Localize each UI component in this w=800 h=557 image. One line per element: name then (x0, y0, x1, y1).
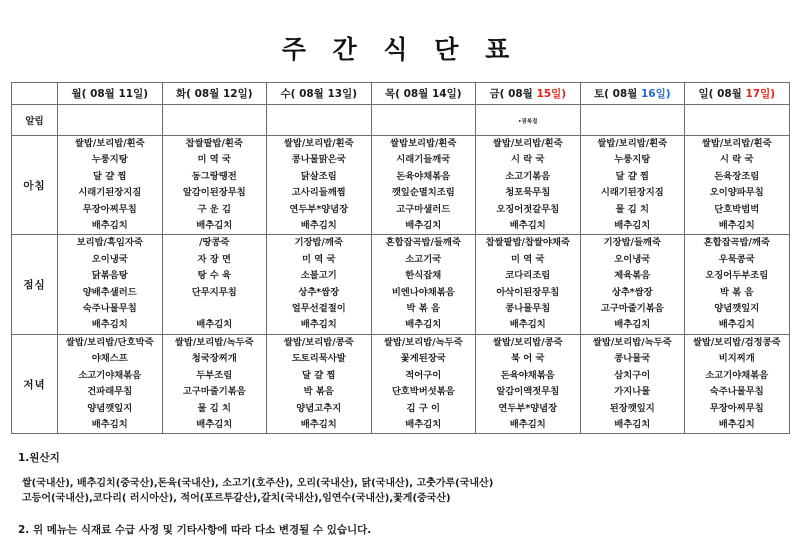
day-weekday: 목 (384, 88, 396, 100)
meal-cell-breakfast-mon (58, 136, 163, 235)
dish-item: 시래기된장지짐 (78, 187, 142, 199)
dish-item: 건파래무침 (87, 386, 133, 398)
dish-item: 무장아찌무침 (709, 402, 764, 414)
day-number: 11일) (118, 88, 149, 100)
dish-item: 소고기야채볶음 (78, 369, 142, 381)
dish-item: 우묵콩국 (718, 253, 755, 265)
table-header-row (12, 83, 790, 105)
day-number: 17일) (745, 88, 776, 100)
dish-item: 제육볶음 (614, 270, 651, 282)
dish-item: 오징어젓갈무침 (496, 203, 560, 215)
change-notice: 2. 위 메뉴는 식재료 수급 사정 및 기타사항에 따라 다소 변경될 수 있습니다. (18, 524, 372, 537)
dish-item: 시 락 국 (511, 154, 545, 166)
dish-list (372, 235, 476, 333)
day-header-sat (580, 83, 685, 105)
dish-item: 두부조림 (196, 369, 233, 381)
meal-cell-dinner-tue (162, 334, 267, 433)
dish-item: 고구마줄기볶음 (600, 303, 664, 315)
dish-item: 보리밥/흑임자죽 (76, 237, 143, 249)
dish-item: 배추김치 (300, 319, 337, 331)
dish-item: 소고기볶음 (505, 170, 551, 182)
dish-item: 물 김 치 (615, 203, 649, 215)
dish-item: 고구마줄기볶음 (182, 386, 246, 398)
row-label-dinner: 저녁 (12, 334, 58, 433)
dish-item: 북 어 국 (511, 353, 545, 365)
dish-item: 배추김치 (718, 418, 755, 430)
meal-cell-dinner-sun (685, 334, 790, 433)
dish-item: 소불고기 (300, 270, 337, 282)
dish-item: 기장밥/깨죽 (294, 237, 343, 249)
dish-item: 단호박버섯볶음 (391, 386, 455, 398)
dish-item: 한식잡채 (405, 270, 442, 282)
day-header-tue (162, 83, 267, 105)
dish-item: 배추김치 (614, 418, 651, 430)
notice-text: •광복절 (518, 118, 538, 125)
dish-item: 숙주나물무침 (709, 386, 764, 398)
day-open: ( 08월 (395, 88, 429, 100)
meal-cell-lunch-wed (267, 235, 372, 334)
dish-item: 콩나물무침 (505, 303, 551, 315)
dish-item: 비엔나야채볶음 (391, 286, 455, 298)
dish-item: 상추*쌈장 (298, 286, 340, 298)
dish-item: 배추김치 (91, 418, 128, 430)
row-label-breakfast: 아침 (12, 136, 58, 235)
dish-item (163, 301, 267, 317)
dish-item: 구 운 김 (197, 203, 231, 215)
dish-item: 배추김치 (300, 418, 337, 430)
notice-cell-mon (58, 105, 163, 136)
dish-item: 양념깻잎지 (714, 303, 760, 315)
table-corner-cell (12, 83, 58, 105)
origin-note-heading: 1.원산지 (18, 452, 60, 465)
dish-item: 배추김치 (405, 220, 442, 232)
dish-item: 배추김치 (509, 418, 546, 430)
dish-item: 삼치구이 (614, 369, 651, 381)
meal-cell-breakfast-tue (162, 136, 267, 235)
dish-item: 배추김치 (196, 220, 233, 232)
dish-item: 쌀밥/보리밥/흰죽 (597, 138, 668, 149)
day-open: ( 08월 (604, 88, 638, 100)
notice-cell-thu (371, 105, 476, 136)
dish-item: 무장아찌무침 (82, 203, 137, 215)
dish-item: 배추김치 (91, 319, 128, 331)
notice-cell-fri (476, 105, 581, 136)
dish-list (685, 335, 789, 433)
dish-item: 쌀밥보리밥/흰죽 (390, 138, 457, 149)
dish-item: 양념깻잎지 (87, 402, 133, 414)
dish-item: 혼합잡곡밥/들깨죽 (385, 237, 461, 249)
dish-item: 양념고추지 (296, 402, 342, 414)
dish-item: 배추김치 (718, 319, 755, 331)
day-header-sun (685, 83, 790, 105)
dish-item: 닭살조림 (300, 170, 337, 182)
dish-item: 콩나물맑은국 (291, 154, 346, 166)
dish-item: 김 구 이 (406, 402, 440, 414)
page-title: 주 간 식 단 표 (281, 35, 519, 64)
dish-item: 기장밥/들깨죽 (603, 237, 661, 249)
dish-list (476, 235, 580, 333)
dish-item: 고사리들깨찜 (291, 187, 346, 199)
meal-cell-breakfast-sun (685, 136, 790, 235)
dish-item: 알감이된장무침 (182, 187, 246, 199)
dish-item: 콩나물국 (614, 353, 651, 365)
meal-cell-lunch-fri (476, 235, 581, 334)
dish-item: 오이양파무침 (709, 187, 764, 199)
dish-item: 쌀밥/보리밥/녹두죽 (174, 336, 254, 348)
dish-item: 미 역 국 (197, 154, 231, 166)
day-open: ( 08월 (81, 88, 115, 100)
dish-item: 박 볶 음 (406, 303, 440, 315)
meal-cell-breakfast-thu (371, 136, 476, 235)
dish-item: 쌀밥/보리밥/흰죽 (492, 138, 563, 149)
day-weekday: 수 (280, 88, 291, 100)
dish-item: 단호박범벅 (714, 203, 760, 215)
meal-cell-breakfast-fri (476, 136, 581, 235)
day-open: ( 08월 (290, 88, 324, 100)
day-weekday: 월 (71, 88, 82, 100)
dish-item: 미 역 국 (511, 253, 545, 265)
day-weekday: 일 (698, 88, 709, 100)
dish-item: 배추김치 (196, 319, 233, 331)
dish-item: 도토리묵사발 (291, 353, 346, 365)
dish-list (267, 235, 371, 333)
dish-item: 시 락 국 (720, 154, 754, 166)
dish-item: 찹쌀팥밥/찹쌀야채죽 (485, 237, 570, 249)
dish-item: 혼합잡곡밥/깨죽 (703, 237, 770, 249)
dish-item: /땅콩죽 (199, 237, 230, 249)
dish-item: 비지찌개 (718, 353, 755, 365)
meal-cell-dinner-fri (476, 334, 581, 433)
dish-list (685, 136, 789, 234)
dish-item: 단무지무침 (191, 286, 237, 298)
weekly-menu-table (11, 82, 790, 434)
dish-item: 소고기야채볶음 (705, 369, 769, 381)
dish-item: 누룽지탕 (614, 154, 651, 166)
meal-cell-lunch-sat (580, 235, 685, 334)
dish-item: 알감이액젓무침 (496, 386, 560, 398)
dish-item: 양배추샐러드 (82, 286, 137, 298)
dish-list (58, 136, 162, 234)
day-open: ( 08월 (708, 88, 742, 100)
meal-cell-dinner-wed (267, 334, 372, 433)
dish-item: 배추김치 (196, 418, 233, 430)
dish-list (267, 136, 371, 234)
dish-item: 돈육장조림 (714, 170, 760, 182)
dish-item: 청포묵무침 (505, 187, 551, 199)
dish-item: 쌀밥/보리밥/단호박죽 (65, 336, 154, 348)
dish-item: 연두부*양념장 (498, 402, 558, 414)
day-open: ( 08월 (499, 88, 533, 100)
dish-item: 오이냉국 (614, 253, 651, 265)
dish-item: 오이냉국 (91, 253, 128, 265)
dish-list (163, 335, 267, 433)
dish-item: 된장깻잎지 (609, 402, 655, 414)
origin-line-2: 고등어(국내산),코다리( 러시아산), 적어(포르투갈산),갈치(국내산),임연수(국내산),꽃게(중국산) (22, 493, 451, 505)
dish-item: 돈육야채볶음 (396, 170, 451, 182)
dish-item: 오징어두부조림 (705, 270, 769, 282)
dish-list (58, 335, 162, 433)
dish-list (476, 136, 580, 234)
dish-item: 배추김치 (405, 418, 442, 430)
dish-item: 얼무선겉절이 (291, 303, 346, 315)
dish-item: 물 김 치 (197, 402, 231, 414)
dish-item: 가지나물 (614, 386, 651, 398)
notice-cell-sat (580, 105, 685, 136)
dish-item: 연두부*양념장 (289, 203, 349, 215)
dish-item: 닭볶음탕 (91, 270, 128, 282)
dish-item: 쌀밥/보리밥/검정콩죽 (692, 336, 781, 348)
dish-item: 코다리조림 (505, 270, 551, 282)
meal-cell-lunch-thu (371, 235, 476, 334)
dish-item: 야채스프 (91, 353, 128, 365)
day-header-fri (476, 83, 581, 105)
dish-item: 달 걀 찜 (302, 369, 336, 381)
dish-list (372, 136, 476, 234)
meal-cell-lunch-mon (58, 235, 163, 334)
dish-item: 시래기된장지짐 (600, 187, 664, 199)
dish-list (163, 235, 267, 333)
day-open: ( 08월 (186, 88, 220, 100)
row-label-notice: 알림 (12, 105, 58, 136)
day-header-mon (58, 83, 163, 105)
row-label-lunch: 점심 (12, 235, 58, 334)
day-weekday: 금 (489, 88, 500, 100)
dish-item: 아삭이된장무침 (496, 286, 560, 298)
dish-item: 배추김치 (614, 220, 651, 232)
day-number: 12일) (222, 88, 253, 100)
meal-cell-lunch-tue (162, 235, 267, 334)
dish-item: 돈육야채볶음 (500, 369, 555, 381)
dish-list (581, 235, 685, 333)
dish-item: 적어구이 (405, 369, 442, 381)
dish-item: 누룽지탕 (91, 154, 128, 166)
dish-list (476, 335, 580, 433)
day-number: 13일) (327, 88, 358, 100)
day-number: 15일) (536, 88, 567, 100)
dish-item: 자 장 면 (197, 253, 231, 265)
dish-item: 찹쌀팥밥/흰죽 (185, 138, 243, 149)
dish-item: 쌀밥/보리밥/콩죽 (492, 336, 563, 348)
dish-item: 배추김치 (718, 220, 755, 232)
dish-item: 박 볶 음 (720, 286, 754, 298)
dish-item: 배추김치 (614, 319, 651, 331)
footer-notes (0, 434, 800, 537)
dish-item: 쌀밥/보리밥/흰죽 (283, 138, 354, 149)
dish-list (581, 136, 685, 234)
dish-list (163, 136, 267, 234)
dish-item: 쌀밥/보리밥/흰죽 (74, 138, 145, 149)
dish-list (685, 235, 789, 333)
meal-cell-breakfast-wed (267, 136, 372, 235)
dish-list (581, 335, 685, 433)
dish-item: 쌀밥/보리밥/녹두죽 (383, 336, 463, 348)
dinner-row (12, 334, 790, 433)
day-number: 14일) (431, 88, 462, 100)
dish-item: 고구마샐러드 (396, 203, 451, 215)
meal-cell-dinner-sat (580, 334, 685, 433)
day-weekday: 화 (175, 88, 187, 100)
notice-cell-wed (267, 105, 372, 136)
dish-list (58, 235, 162, 333)
day-header-thu (371, 83, 476, 105)
origin-line-1: 쌀(국내산), 배추김치(중국산),돈육(국내산), 소고기(호주산), 오리(국내산), 닭(국내산), 고춧가루(국내산) (22, 478, 494, 490)
dish-list (267, 335, 371, 433)
menu-table-container (0, 82, 800, 434)
dish-list (372, 335, 476, 433)
notice-cell-sun (685, 105, 790, 136)
dish-item: 시래기들깨국 (396, 154, 451, 166)
day-number: 16일) (640, 88, 671, 100)
dish-item: 꽃게된장국 (400, 353, 446, 365)
dish-item: 깻잎순멸치조림 (391, 187, 455, 199)
dish-item: 배추김치 (509, 319, 546, 331)
meal-cell-lunch-sun (685, 235, 790, 334)
dish-item: 청국장찌개 (191, 353, 237, 365)
dish-item: 쌀밥/보리밥/흰죽 (701, 138, 772, 149)
notice-row (12, 105, 790, 136)
notice-cell-tue (162, 105, 267, 136)
dish-item: 달 걀 찜 (615, 170, 649, 182)
dish-item: 숙주나물무침 (82, 303, 137, 315)
meal-cell-dinner-mon (58, 334, 163, 433)
meal-cell-dinner-thu (371, 334, 476, 433)
dish-item: 동그랑땡전 (191, 170, 237, 182)
dish-item: 쌀밥/보리밥/콩죽 (283, 336, 354, 348)
day-weekday: 토 (593, 88, 605, 100)
dish-item: 미 역 국 (302, 253, 336, 265)
meal-cell-breakfast-sat (580, 136, 685, 235)
dish-item: 배추김치 (91, 220, 128, 232)
breakfast-row (12, 136, 790, 235)
dish-item: 소고기국 (405, 253, 442, 265)
lunch-row (12, 235, 790, 334)
dish-item: 달 걀 찜 (93, 170, 127, 182)
dish-item: 탕 수 육 (197, 270, 231, 282)
dish-item: 박 볶음 (303, 386, 334, 398)
dish-item: 상추*쌈장 (611, 286, 653, 298)
day-header-wed (267, 83, 372, 105)
dish-item: 배추김치 (509, 220, 546, 232)
dish-item: 배추김치 (300, 220, 337, 232)
dish-item: 배추김치 (405, 319, 442, 331)
dish-item: 쌀밥/보리밥/녹두죽 (592, 336, 672, 348)
